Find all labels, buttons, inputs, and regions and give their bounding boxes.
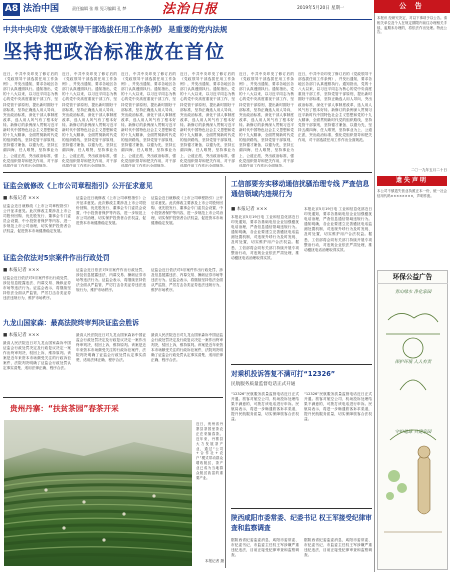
page-code: A8 xyxy=(4,4,19,14)
notice-footer: 二〇一九年五月二十日 xyxy=(411,168,447,172)
csrc2-byline: ■ 本报记者 ××× xyxy=(3,268,40,273)
jiulong-byline: ■ 本报记者 ××× xyxy=(3,333,40,338)
csrc2-body-col2: 证监会近日依法对5宗案件作出行政处罚，涉及信息披露违法、内幕交易、操纵证券市场等违法行为。证监会表示，将继续坚持依法全面从严监管，严厉打击各类证券违法违规行为，维护市场秩序。 xyxy=(76,268,146,293)
env-slogan-3: 守护地球 共建家园 xyxy=(394,430,432,435)
shaanxi-rule xyxy=(231,508,372,509)
sidebar-divider xyxy=(374,13,375,572)
shaanxi-headline: 陕西咸阳市委常委、纪委书记 权王军接受纪律审查和监察调查 xyxy=(231,514,372,532)
csrc-byline: ■ 本报记者 ××× xyxy=(3,196,40,201)
tea-rows-illustration xyxy=(4,420,192,566)
lead-body-col5: 近日，中共中央印发了修订后的《党政领导干部选拔任用工作条例》，并发出通知，要求各地区各部门认真遵照执行。通知指出，党的十八大以来，以习近平同志为核心的党中央高度重视干部工作，坚持党管干部原则，提出新时期好干部标准，坚持正确选人用人导向，突出政治标准，深化干部人事制度改革，选人用人风气有了根本好转。新修订的条例深入贯彻习近平新时代中国特色社会主义思想和党的十九大精神，全面贯彻新时代党的组织路线，坚持党管干部原则，坚持德才兼备、以德为先，坚持五湖四海、任人唯贤，坚持事业为上、公道正派，突出政治标准，强化党组织领导和把关作用，对干部选拔任用工作作出全面规范。 xyxy=(239,72,294,167)
jiulong-headline: 九龙山国家森：最高法院终审判决证监会胜诉 xyxy=(3,319,139,327)
env-slogan-1: 青山绿水 净化家园 xyxy=(394,290,432,295)
issue-date: 2019年5月20日 星期一 xyxy=(297,6,345,11)
notice-title: 公 告 xyxy=(399,2,425,10)
nmpa-headline: 对乘机投诉答复不满可打“12326” xyxy=(231,370,336,378)
csrc-headline: 证监会就修改《上市公司章程指引》公开征求意见 xyxy=(3,182,153,190)
csrc2-body-col3: 证监会近日依法对5宗案件作出行政处罚，涉及信息披露违法、内幕交易、操纵证券市场等违法行为。证监会表示，将继续坚持依法全面从严监管，严厉打击各类证券违法违规行为，维护市场秩序。 xyxy=(151,268,223,293)
csrc2-body-col1: 证监会近日依法对5宗案件作出行政处罚，涉及信息披露违法、内幕交易、操纵证券市场等违法行为。证监会表示，将继续坚持依法全面从严监管，严厉打击各类证券违法违规行为，维护市场秩序。 xyxy=(3,276,71,301)
editors-line: 责任编辑 张 维 见习编辑 孔 梦 xyxy=(72,6,127,11)
nmpa-body-col1: “12326”民航服务质量监督电话近日正式开通。旅客对航空公司、机场投诉处理结果不满意的，可拨打该电话进行申诉。民航局表示，将进一步畅通旅客诉求渠道，提升民航服务质量，切实保障旅客合法权益。 xyxy=(231,392,299,422)
newspaper-logo: 法治日报 xyxy=(162,2,219,17)
jiulong-body-col2: 最高人民法院近日对九龙山国家森诉中国证监会行政处罚决定及行政复议决定一案作出终审判决，驳回上诉，维持原判。该案是近年来资本市场颇受关注的行政诉讼案件，法院判决明确了证监会行政处罚认定事实清楚、适用法律正确、程序合法。 xyxy=(76,333,146,363)
lead-body-col2: 近日，中共中央印发了修订后的《党政领导干部选拔任用工作条例》，并发出通知，要求各地区各部门认真遵照执行。通知指出，党的十八大以来，以习近平同志为核心的党中央高度重视干部工作，坚持党管干部原则，提出新时期好干部标准，坚持正确选人用人导向，突出政治标准，深化干部人事制度改革，选人用人风气有了根本好转。新修订的条例深入贯彻习近平新时代中国特色社会主义思想和党的十九大精神，全面贯彻新时代党的组织路线，坚持党管干部原则，坚持德才兼备、以德为先，坚持五湖四海、任人唯贤，坚持事业为上、公道正派，突出政治标准，强化党组织领导和把关作用，对干部选拔任用工作作出全面规范。 xyxy=(62,72,117,167)
jiulong-body-col1: 最高人民法院近日对九龙山国家森诉中国证监会行政处罚决定及行政复议决定一案作出终审判决，驳回上诉，维持原判。该案是近年来资本市场颇受关注的行政诉讼案件，法院判决明确了证监会行政处罚认定事实清楚、适用法律正确、程序合法。 xyxy=(3,341,71,371)
lead-kicker: 中共中央印发《党政领导干部选拔任用工作条例》 是重要的党内法规 xyxy=(3,25,228,34)
csrc-body-col2: 证监会近日就修改《上市公司章程指引》公开征求意见。此次修改主要涉及上市公司股份回购、优先股发行、董事会专门委员会设置、中小投资者保护等内容，进一步规范上市公司治理，切实保护投资者合法权益，促进资本市场健康稳定发展。 xyxy=(76,196,146,226)
legacy-title: 遗失声明 xyxy=(395,177,428,184)
legacy-body: 本公司不慎遗失营业执照正本一份，统一社会信用代码××××××××，声明作废。 xyxy=(377,189,447,198)
csrc2-headline: 证监会依法对5宗案件作出行政处罚 xyxy=(3,254,110,262)
mps-body-col2: 本报北京5月19日电 工业和信息化部近日印发通知，要求各基础电信企业加强骚扰电话治理，严查信息通信领域违规行为。通知明确，各企业要建立完善骚扰电话监测处置机制，对违规外呼行为及时发现、及时处置，切实维护用户合法权益。据悉，工信部将会同有关部门持续开展专项整治行动，对违规企业依法严肃处理，推动骚扰电话治理取得实效。 xyxy=(304,207,372,252)
env-slogan-2: 保护环境 人人有责 xyxy=(394,360,432,365)
nmpa-subhead: 民航服务质量监督电话正式开通 xyxy=(231,382,296,387)
nmpa-body-col2: “12326”民航服务质量监督电话近日正式开通。旅客对航空公司、机场投诉处理结果不满意的，可拨打该电话进行申诉。民航局表示，将进一步畅通旅客诉求渠道，提升民航服务质量，切实保障旅客合法权益。 xyxy=(304,392,372,422)
jiulong-body-col3: 最高人民法院近日对九龙山国家森诉中国证监会行政处罚决定及行政复议决定一案作出终审判决，驳回上诉，维持原判。该案是近年来资本市场颇受关注的行政诉讼案件，法院判决明确了证监会行政处罚认定事实清楚、适用法律正确、程序合法。 xyxy=(151,333,223,363)
lead-body-col6: 近日，中共中央印发了修订后的《党政领导干部选拔任用工作条例》，并发出通知，要求各地区各部门认真遵照执行。通知指出，党的十八大以来，以习近平同志为核心的党中央高度重视干部工作，坚持党管干部原则，提出新时期好干部标准，坚持正确选人用人导向，突出政治标准，深化干部人事制度改革，选人用人风气有了根本好转。新修订的条例深入贯彻习近平新时代中国特色社会主义思想和党的十九大精神，全面贯彻新时代党的组织路线，坚持党管干部原则，坚持德才兼备、以德为先，坚持五湖四海、任人唯贤，坚持事业为上、公道正派，突出政治标准，强化党组织领导和把关作用，对干部选拔任用工作作出全面规范。 xyxy=(298,72,372,143)
section-name: 法治中国 xyxy=(23,4,60,14)
tea-caption: 近日，贵州省丹寨县茶园里茶农正在采摘春茶。近年来，丹寨县大力发展茶产业，通过“公司+合作社+农户”模式带动群众增收脱贫，茶产业已成为当地群众脱贫致富的重要产业。 xyxy=(196,422,223,480)
csrc-body-col1: 证监会近日就修改《上市公司章程指引》公开征求意见。此次修改主要涉及上市公司股份回购、优先股发行、董事会专门委员会设置、中小投资者保护等内容，进一步规范上市公司治理，切实保护投资者合法权益，促进资本市场健康稳定发展。 xyxy=(3,204,71,234)
tea-headline: 贵州丹寨：“扶贫茶园”春茶开采 xyxy=(10,404,119,413)
header-rule xyxy=(3,19,372,20)
env-ad-illustration xyxy=(380,300,446,550)
mps-body-col1: 本报北京5月19日电 工业和信息化部近日印发通知，要求各基础电信企业加强骚扰电话治理，严查信息通信领域违规行为。通知明确，各企业要建立完善骚扰电话监测处置机制，对违规外呼行为及时发现、及时处置，切实维护用户合法权益。据悉，工信部将会同有关部门持续开展专项整治行动，对违规企业依法严肃处理，推动骚扰电话治理取得实效。 xyxy=(231,215,299,260)
lead-headline: 坚持把政治标准放在首位 xyxy=(3,41,226,63)
tea-garden-photo xyxy=(4,420,192,566)
mps-byline: ■ 本报记者 ××× xyxy=(231,207,268,212)
mps-headline: 工信部要夯实移动通信扰骚治理专线 严查信息通信领域内违规行为 xyxy=(231,180,370,198)
lead-body-col1: 近日，中共中央印发了修订后的《党政领导干部选拔任用工作条例》，并发出通知，要求各地区各部门认真遵照执行。通知指出，党的十八大以来，以习近平同志为核心的党中央高度重视干部工作，坚持党管干部原则，提出新时期好干部标准，坚持正确选人用人导向，突出政治标准，深化干部人事制度改革，选人用人风气有了根本好转。新修订的条例深入贯彻习近平新时代中国特色社会主义思想和党的十九大精神，全面贯彻新时代党的组织路线，坚持党管干部原则，坚持德才兼备、以德为先，坚持五湖四海、任人唯贤，坚持事业为上、公道正派，突出政治标准，强化党组织领导和把关作用，对干部选拔任用工作作出全面规范。 xyxy=(3,72,58,167)
lead-rule xyxy=(3,172,372,173)
csrc-body-col3: 证监会近日就修改《上市公司章程指引》公开征求意见。此次修改主要涉及上市公司股份回购、优先股发行、董事会专门委员会设置、中小投资者保护等内容，进一步规范上市公司治理，切实保护投资者合法权益，促进资本市场健康稳定发展。 xyxy=(151,196,223,226)
shaanxi-body-col1: 据陕西省纪委监委消息，咸阳市委常委、市纪委书记、市监委主任权王军涉嫌严重违纪违法，目前正接受纪律审查和监察调查。 xyxy=(231,538,299,558)
nmpa-rule xyxy=(231,364,372,365)
env-ad-title: 环保公益广告 xyxy=(377,271,448,284)
lead-body-col4: 近日，中共中央印发了修订后的《党政领导干部选拔任用工作条例》，并发出通知，要求各地区各部门认真遵照执行。通知指出，党的十八大以来，以习近平同志为核心的党中央高度重视干部工作，坚持党管干部原则，提出新时期好干部标准，坚持正确选人用人导向，突出政治标准，深化干部人事制度改革，选人用人风气有了根本好转。新修订的条例深入贯彻习近平新时代中国特色社会主义思想和党的十九大精神，全面贯彻新时代党的组织路线，坚持党管干部原则，坚持德才兼备、以德为先，坚持五湖四海、任人唯贤，坚持事业为上、公道正派，突出政治标准，强化党组织领导和把关作用，对干部选拔任用工作作出全面规范。 xyxy=(180,72,235,167)
tea-rule xyxy=(3,397,223,398)
column-divider xyxy=(225,176,226,568)
notice-body: 本报讯 经研究决定，对以下事项予以公告。请相关单位及个人在规定期限内前往办理相关手续，逾期未办理的，将依法作出处理。特此公告。 xyxy=(377,16,447,35)
shaanxi-body-col2: 据陕西省纪委监委消息，咸阳市委常委、市纪委书记、市监委主任权王军涉嫌严重违纪违法，目前正接受纪律审查和监察调查。 xyxy=(304,538,372,558)
lead-body-col3: 近日，中共中央印发了修订后的《党政领导干部选拔任用工作条例》，并发出通知，要求各地区各部门认真遵照执行。通知指出，党的十八大以来，以习近平同志为核心的党中央高度重视干部工作，坚持党管干部原则，提出新时期好干部标准，坚持正确选人用人导向，突出政治标准，深化干部人事制度改革，选人用人风气有了根本好转。新修订的条例深入贯彻习近平新时代中国特色社会主义思想和党的十九大精神，全面贯彻新时代党的组织路线，坚持党管干部原则，坚持德才兼备、以德为先，坚持五湖四海、任人唯贤，坚持事业为上、公道正派，突出政治标准，强化党组织领导和把关作用，对干部选拔任用工作作出全面规范。 xyxy=(121,72,176,167)
tea-credit: 本报记者 摄 xyxy=(204,559,224,563)
